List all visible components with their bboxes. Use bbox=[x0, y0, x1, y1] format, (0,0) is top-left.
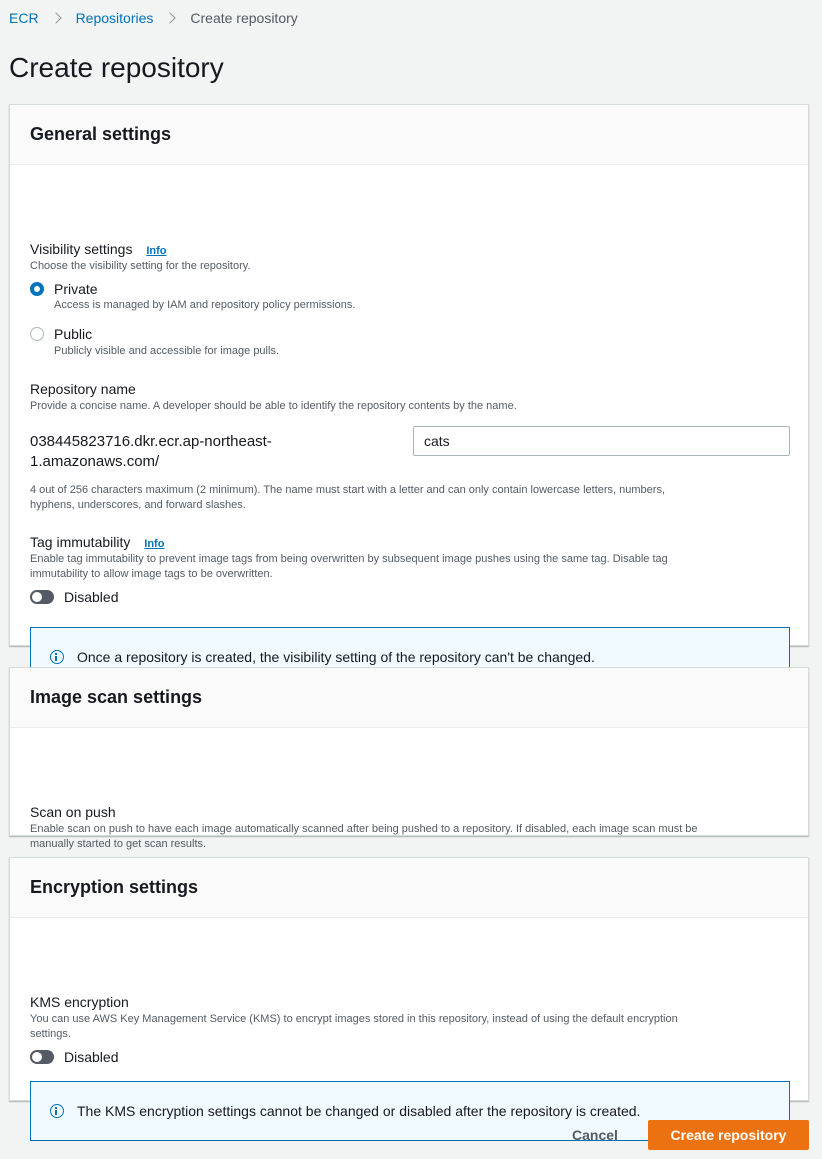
visibility-description: Choose the visibility setting for the repository. bbox=[30, 260, 251, 272]
scan-on-push-description bbox=[30, 822, 698, 852]
radio-public-control[interactable] bbox=[30, 327, 44, 341]
tag-immutability-description-line1: Enable tag immutability to prevent image tags from being overwritten by subsequent image pushes using the same tag. Disable tag bbox=[30, 553, 668, 565]
breadcrumb-ecr-link[interactable]: ECR bbox=[9, 10, 39, 26]
repository-uri-prefix-line2: 1.amazonaws.com/ bbox=[30, 453, 160, 470]
tag-immutability-label-text: Tag immutability bbox=[30, 534, 131, 550]
repository-name-constraint bbox=[30, 483, 665, 513]
repository-name-constraint-line1: 4 out of 256 characters maximum (2 minimum). The name must start with a letter and can only contain lowercase letters, numbers, bbox=[30, 484, 666, 496]
repository-uri-prefix-line1: 038445823716.dkr.ecr.ap-northeast- bbox=[30, 433, 272, 450]
tag-immutability-info-link[interactable]: Info bbox=[144, 538, 165, 550]
radio-public-label: Public bbox=[54, 326, 93, 342]
radio-private-control[interactable] bbox=[30, 282, 44, 296]
repository-name-label: Repository name bbox=[30, 381, 136, 397]
kms-encryption-toggle[interactable] bbox=[30, 1050, 54, 1064]
cancel-button[interactable]: Cancel bbox=[559, 1120, 631, 1150]
encryption-settings-panel bbox=[9, 857, 809, 1119]
kms-encryption-label: KMS encryption bbox=[30, 994, 129, 1010]
radio-public[interactable] bbox=[30, 326, 92, 342]
encryption-settings-title: Encryption settings bbox=[10, 858, 808, 918]
breadcrumb bbox=[9, 9, 298, 27]
tag-immutability-label bbox=[30, 534, 164, 550]
visibility-settings-label bbox=[30, 241, 167, 257]
general-settings-panel bbox=[9, 104, 809, 665]
repository-name-input[interactable] bbox=[413, 426, 790, 456]
repository-uri-prefix bbox=[30, 432, 272, 472]
kms-encryption-state: Disabled bbox=[64, 1049, 119, 1065]
page-title: Create repository bbox=[9, 52, 224, 83]
kms-encryption-description-line2: settings. bbox=[30, 1028, 71, 1040]
chevron-right-icon bbox=[165, 12, 176, 23]
kms-encryption-toggle-row bbox=[30, 1049, 118, 1065]
kms-encryption-description-line1: You can use AWS Key Management Service (KMS) to encrypt images stored in this repository, instead of using the default encryption bbox=[30, 1013, 678, 1025]
breadcrumb-current: Create repository bbox=[190, 10, 298, 26]
radio-private-description: Access is managed by IAM and repository policy permissions. bbox=[54, 299, 356, 311]
radio-private[interactable] bbox=[30, 281, 98, 297]
visibility-alert-text: Once a repository is created, the visibility setting of the repository can't be changed. bbox=[77, 649, 595, 665]
image-scan-settings-title: Image scan settings bbox=[10, 668, 808, 728]
tag-immutability-toggle[interactable] bbox=[30, 590, 54, 604]
scan-on-push-label: Scan on push bbox=[30, 804, 116, 820]
create-repository-button[interactable]: Create repository bbox=[648, 1120, 809, 1150]
kms-encryption-alert-text: The KMS encryption settings cannot be changed or disabled after the repository is created. bbox=[77, 1103, 641, 1119]
visibility-info-link[interactable]: Info bbox=[146, 245, 167, 257]
image-scan-settings-panel bbox=[9, 667, 809, 850]
info-circle-icon bbox=[50, 1104, 64, 1118]
visibility-settings-label-text: Visibility settings bbox=[30, 241, 133, 257]
tag-immutability-description-line2: immutability to allow image tags to be overwritten. bbox=[30, 568, 273, 580]
breadcrumb-repositories-link[interactable]: Repositories bbox=[75, 10, 154, 26]
radio-public-description: Publicly visible and accessible for image pulls. bbox=[54, 345, 279, 357]
info-circle-icon bbox=[50, 650, 64, 664]
tag-immutability-description bbox=[30, 552, 668, 582]
tag-immutability-toggle-row bbox=[30, 589, 118, 605]
kms-encryption-description bbox=[30, 1012, 678, 1042]
scan-on-push-description-line1: Enable scan on push to have each image automatically scanned after being pushed to a repository. If disabled, each image scan must be bbox=[30, 823, 698, 835]
tag-immutability-state: Disabled bbox=[64, 589, 119, 605]
radio-private-label: Private bbox=[54, 281, 98, 297]
repository-name-constraint-line2: hyphens, underscores, and forward slashes. bbox=[30, 499, 246, 511]
repository-name-description: Provide a concise name. A developer should be able to identify the repository contents by the name. bbox=[30, 400, 517, 412]
chevron-right-icon bbox=[50, 12, 61, 23]
general-settings-title: General settings bbox=[10, 105, 808, 165]
scan-on-push-description-line2: manually started to get scan results. bbox=[30, 838, 207, 850]
